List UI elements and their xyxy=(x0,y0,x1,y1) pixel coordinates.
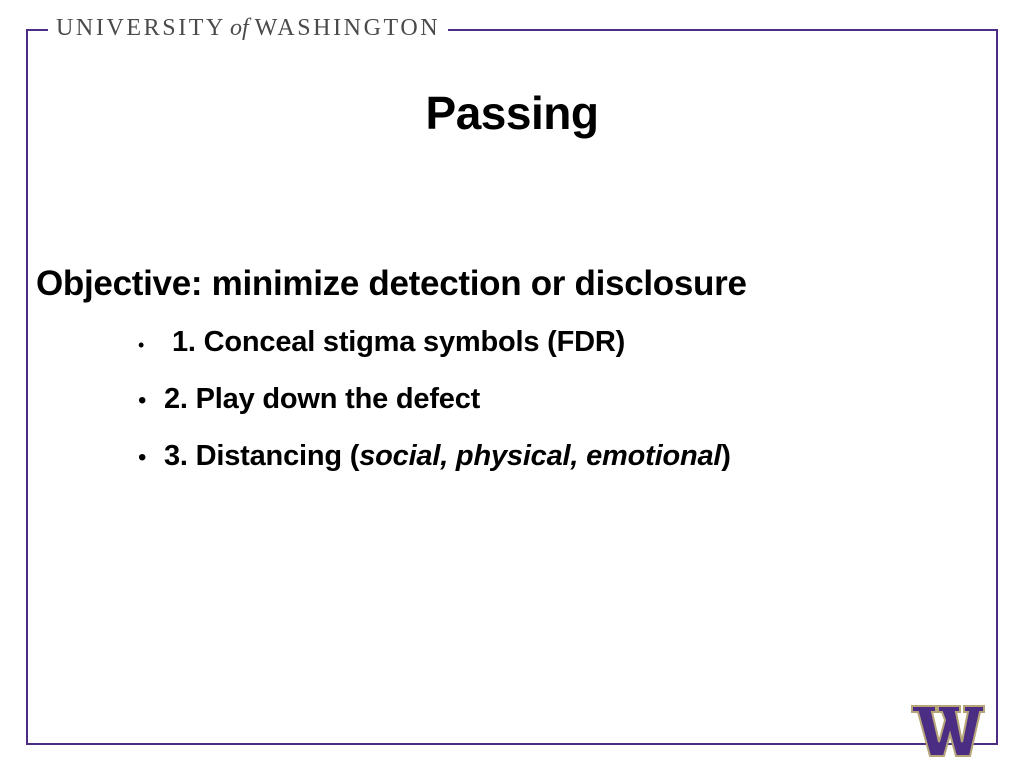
bullet-marker: • xyxy=(138,387,147,414)
bullet-text-suffix: ) xyxy=(721,440,731,472)
university-wordmark xyxy=(48,12,448,44)
bullet-marker: • xyxy=(138,335,145,355)
bullet-item xyxy=(138,440,731,497)
uw-w-logo-icon xyxy=(910,702,986,760)
bullet-item xyxy=(138,383,731,440)
bullet-text-italic: social, physical, emotional xyxy=(359,440,722,472)
slide-title: Passing xyxy=(425,87,599,139)
bullet-text-prefix: 3. Distancing ( xyxy=(164,440,360,472)
objective-heading: Objective: minimize detection or disclosure xyxy=(36,264,747,303)
bullet-list xyxy=(138,326,731,497)
wordmark-of: of xyxy=(230,14,249,41)
bullet-marker: • xyxy=(138,444,147,471)
bullet-text: 2. Play down the defect xyxy=(164,383,481,415)
bullet-text: 1. Conceal stigma symbols (FDR) xyxy=(172,326,626,358)
wordmark-washington: WASHINGTON xyxy=(254,14,441,41)
wordmark-university: UNIVERSITY xyxy=(56,14,226,41)
bullet-item xyxy=(138,326,731,383)
